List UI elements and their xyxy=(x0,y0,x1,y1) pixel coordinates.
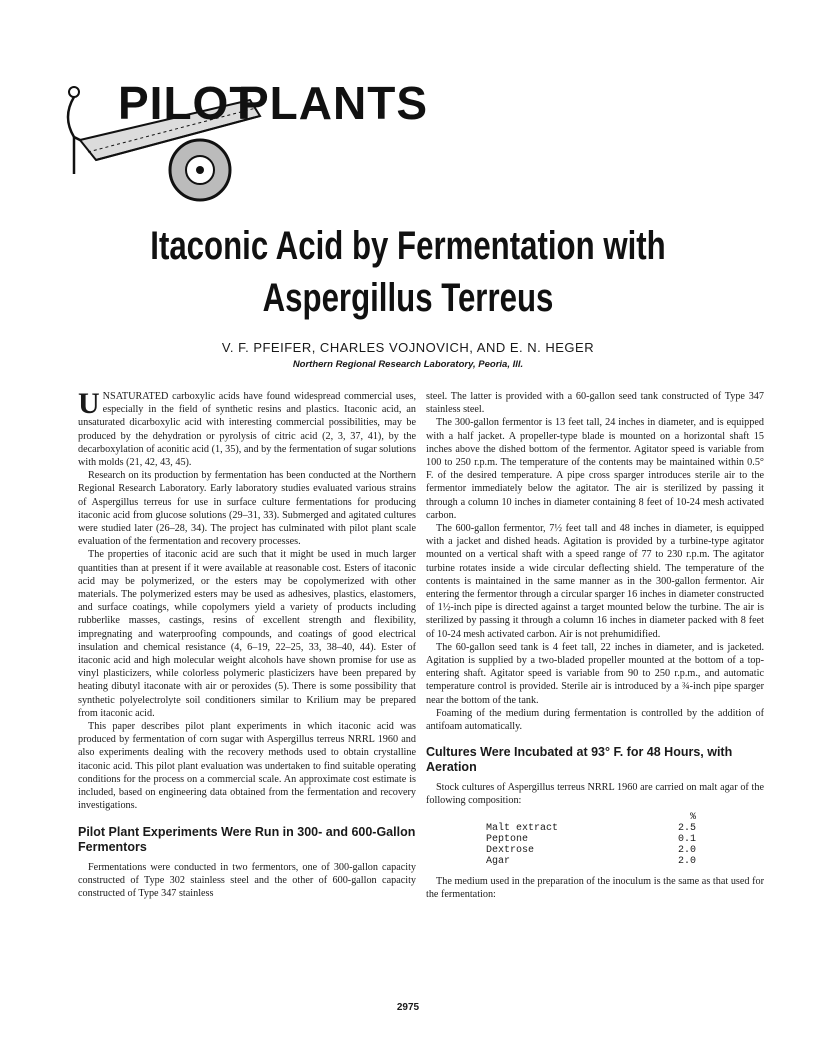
drop-cap: U xyxy=(78,387,100,420)
paragraph: This paper describes pilot plant experiments in which itaconic acid was produced by fermentation of corn sugar with Aspergillus terreus NRRL 1960 and also experiments dealing with the recovery methods used to obtain crystalline itaconic acid. This pilot plant evaluation was undertaken to find suitable operating conditions for the process on a commercial scale. An approximate cost estimate is included, based on engineering data obtained from the fermentation and recovery investigations. xyxy=(78,721,416,812)
ingredient-value: 2.0 xyxy=(677,855,696,867)
ingredient-name: Malt extract xyxy=(486,822,559,834)
paragraph: The 600-gallon fermentor, 7½ feet tall and 48 inches in diameter, is equipped with a jacket and dished heads. Agitation is provided by a turbine-type agitator mounted on a vertical shaft with a speed range of 77 to 230 r.p.m. The agitator turbine rotates inside a wide circular deflecting shield. The temperature of the contents is maintained in the same manner as in the 300-gallon fermentor. Air entering the fermentor through a circular sparger 16 inches in diameter constructed of 1½-inch pipe is directed against a target mounted below the turbine. The air is sterilized by passing it through a column 16 inches in diameter packed with 8 feet of 10-24 mesh activated carbon. Air is not prehumidified. xyxy=(426,523,764,640)
left-column xyxy=(78,387,416,900)
table-row xyxy=(486,834,696,845)
paragraph: The 300-gallon fermentor is 13 feet tall, 24 inches in diameter, and is equipped with a half jacket. A propeller-type blade is mounted on a horizontal shaft 15 inches above the dished bottom of the fermentor. Agitator speed is variable from 100 to 250 r.p.m. The temperature of the contents may be maintained within 0.5° F. of the desired temperature. A pipe cross sparger introduces sterile air to the fermentor immediately below the agitator. The air is sterilized by passing it through a column 10 inches in diameter containing 8 feet of 10-24 mesh activated carbon. xyxy=(426,417,764,521)
paragraph: steel. The latter is provided with a 60-gallon seed tank constructed of Type 347 stainless steel. xyxy=(426,391,764,416)
article-title-line-2: Aspergillus Terreus xyxy=(262,276,554,320)
table-row xyxy=(486,856,696,867)
section-heading: Pilot Plant Experiments Were Run in 300- and 600-Gallon Fermentors xyxy=(78,824,416,854)
paragraph: Foaming of the medium during fermentation is controlled by the addition of antifoam automatically. xyxy=(426,707,764,733)
section-heading: Cultures Were Incubated at 93° F. for 48 Hours, with Aeration xyxy=(426,745,733,775)
intro-text: NSATURATED carboxylic acids have found widespread commercial uses, especially in the field of synthetic resins and plastics. Itaconic acid, an unsaturated dicarboxylic acid with interesting commercial possibilities, may be produced by the dehydration or pyrolysis of citric acid (2, 3, 37, 41), by the decarboxylation of aconitic acid (1, 35), and by the fermentation of sugar solutions with molds (21, 42, 43, 45). xyxy=(78,391,416,469)
ingredient-value: 0.1 xyxy=(677,833,696,845)
affiliation: Northern Regional Research Laboratory, Peoria, Ill. xyxy=(292,359,524,370)
table-header-percent: % xyxy=(689,811,696,823)
logo-word-plants: PLANTS xyxy=(238,77,428,129)
ingredient-name: Peptone xyxy=(486,833,529,845)
logo-word-pilot: PILOT xyxy=(118,77,259,129)
paragraph: Fermentations were conducted in two fermentors, one of 300-gallon capacity constructed of Type 302 stainless steel and the other of 600-gallon capacity constructed of Type 347 stainless xyxy=(78,861,416,899)
paragraph: The properties of itaconic acid are such that it might be used in much larger quantities than at present if it were available at reasonable cost. Esters of itaconic acid may be polymerized, or the esters may be copolymerized with other materials. The polymerized esters may be used as adhesives, plastics, elastomers, and surface coatings, while copolymers yield a variety of products including rubberlike masses, castings, resins of excellent strength and flexibility, impregnating and waterproofing compounds, and coatings of good electrical insulation and chemical resistance (4, 6–19, 22–25, 33, 38–40, 44). Ester of itaconic acid and high molecular weight alcohols have shown promise for use as vinyl plasticizers, while colorless polymeric plasticizers have been prepared by heating dibutyl itaconate with air or peroxides (5). There is some possibility that synthetic polyelectrolyte soil conditioners similar to Krilium may be prepared from itaconic acid. xyxy=(78,549,416,719)
pilot-plants-logo xyxy=(60,62,428,202)
ingredient-value: 2.5 xyxy=(677,822,696,834)
table-row xyxy=(486,845,696,856)
ingredient-name: Agar xyxy=(486,855,511,867)
right-column xyxy=(426,390,764,901)
article-title-line-1: Itaconic Acid by Fermentation with xyxy=(150,224,666,268)
paragraph: Stock cultures of Aspergillus terreus NRRL 1960 are carried on malt agar of the following composition: xyxy=(426,782,764,807)
authors: V. F. PFEIFER, CHARLES VOJNOVICH, AND E. N. HEGER xyxy=(221,340,595,355)
paragraph: The medium used in the preparation of the inoculum is the same as that used for the fermentation: xyxy=(426,875,764,900)
page-number: 2975 xyxy=(396,1002,420,1013)
table-row xyxy=(486,823,696,834)
intro-paragraph xyxy=(78,387,416,469)
ingredient-name: Dextrose xyxy=(486,844,535,856)
paragraph: The 60-gallon seed tank is 4 feet tall, 22 inches in diameter, and is jacketed. Agitation is supplied by a two-bladed propeller mounted at the bottom of a top-entering shaft. Agitator speed is variable from 90 to 250 r.p.m., and automatic temperature control is provided. Sterile air is introduced by a ¾-inch pipe sparger near the bottom of the tank. xyxy=(426,641,764,706)
composition-table xyxy=(486,812,696,867)
paragraph: Research on its production by fermentation has been conducted at the Northern Regional Research Laboratory. Early laboratory studies evaluated various strains of Aspergillus terreus for use in surface culture fermentations for producing itaconic acid from glucose solutions (29–31, 33). Submerged and agitated cultures were studied later (26–28, 34). The project has culminated with pilot plant scale evaluation of the fermentation and recovery processes. xyxy=(78,470,416,548)
ingredient-value: 2.0 xyxy=(677,844,696,856)
